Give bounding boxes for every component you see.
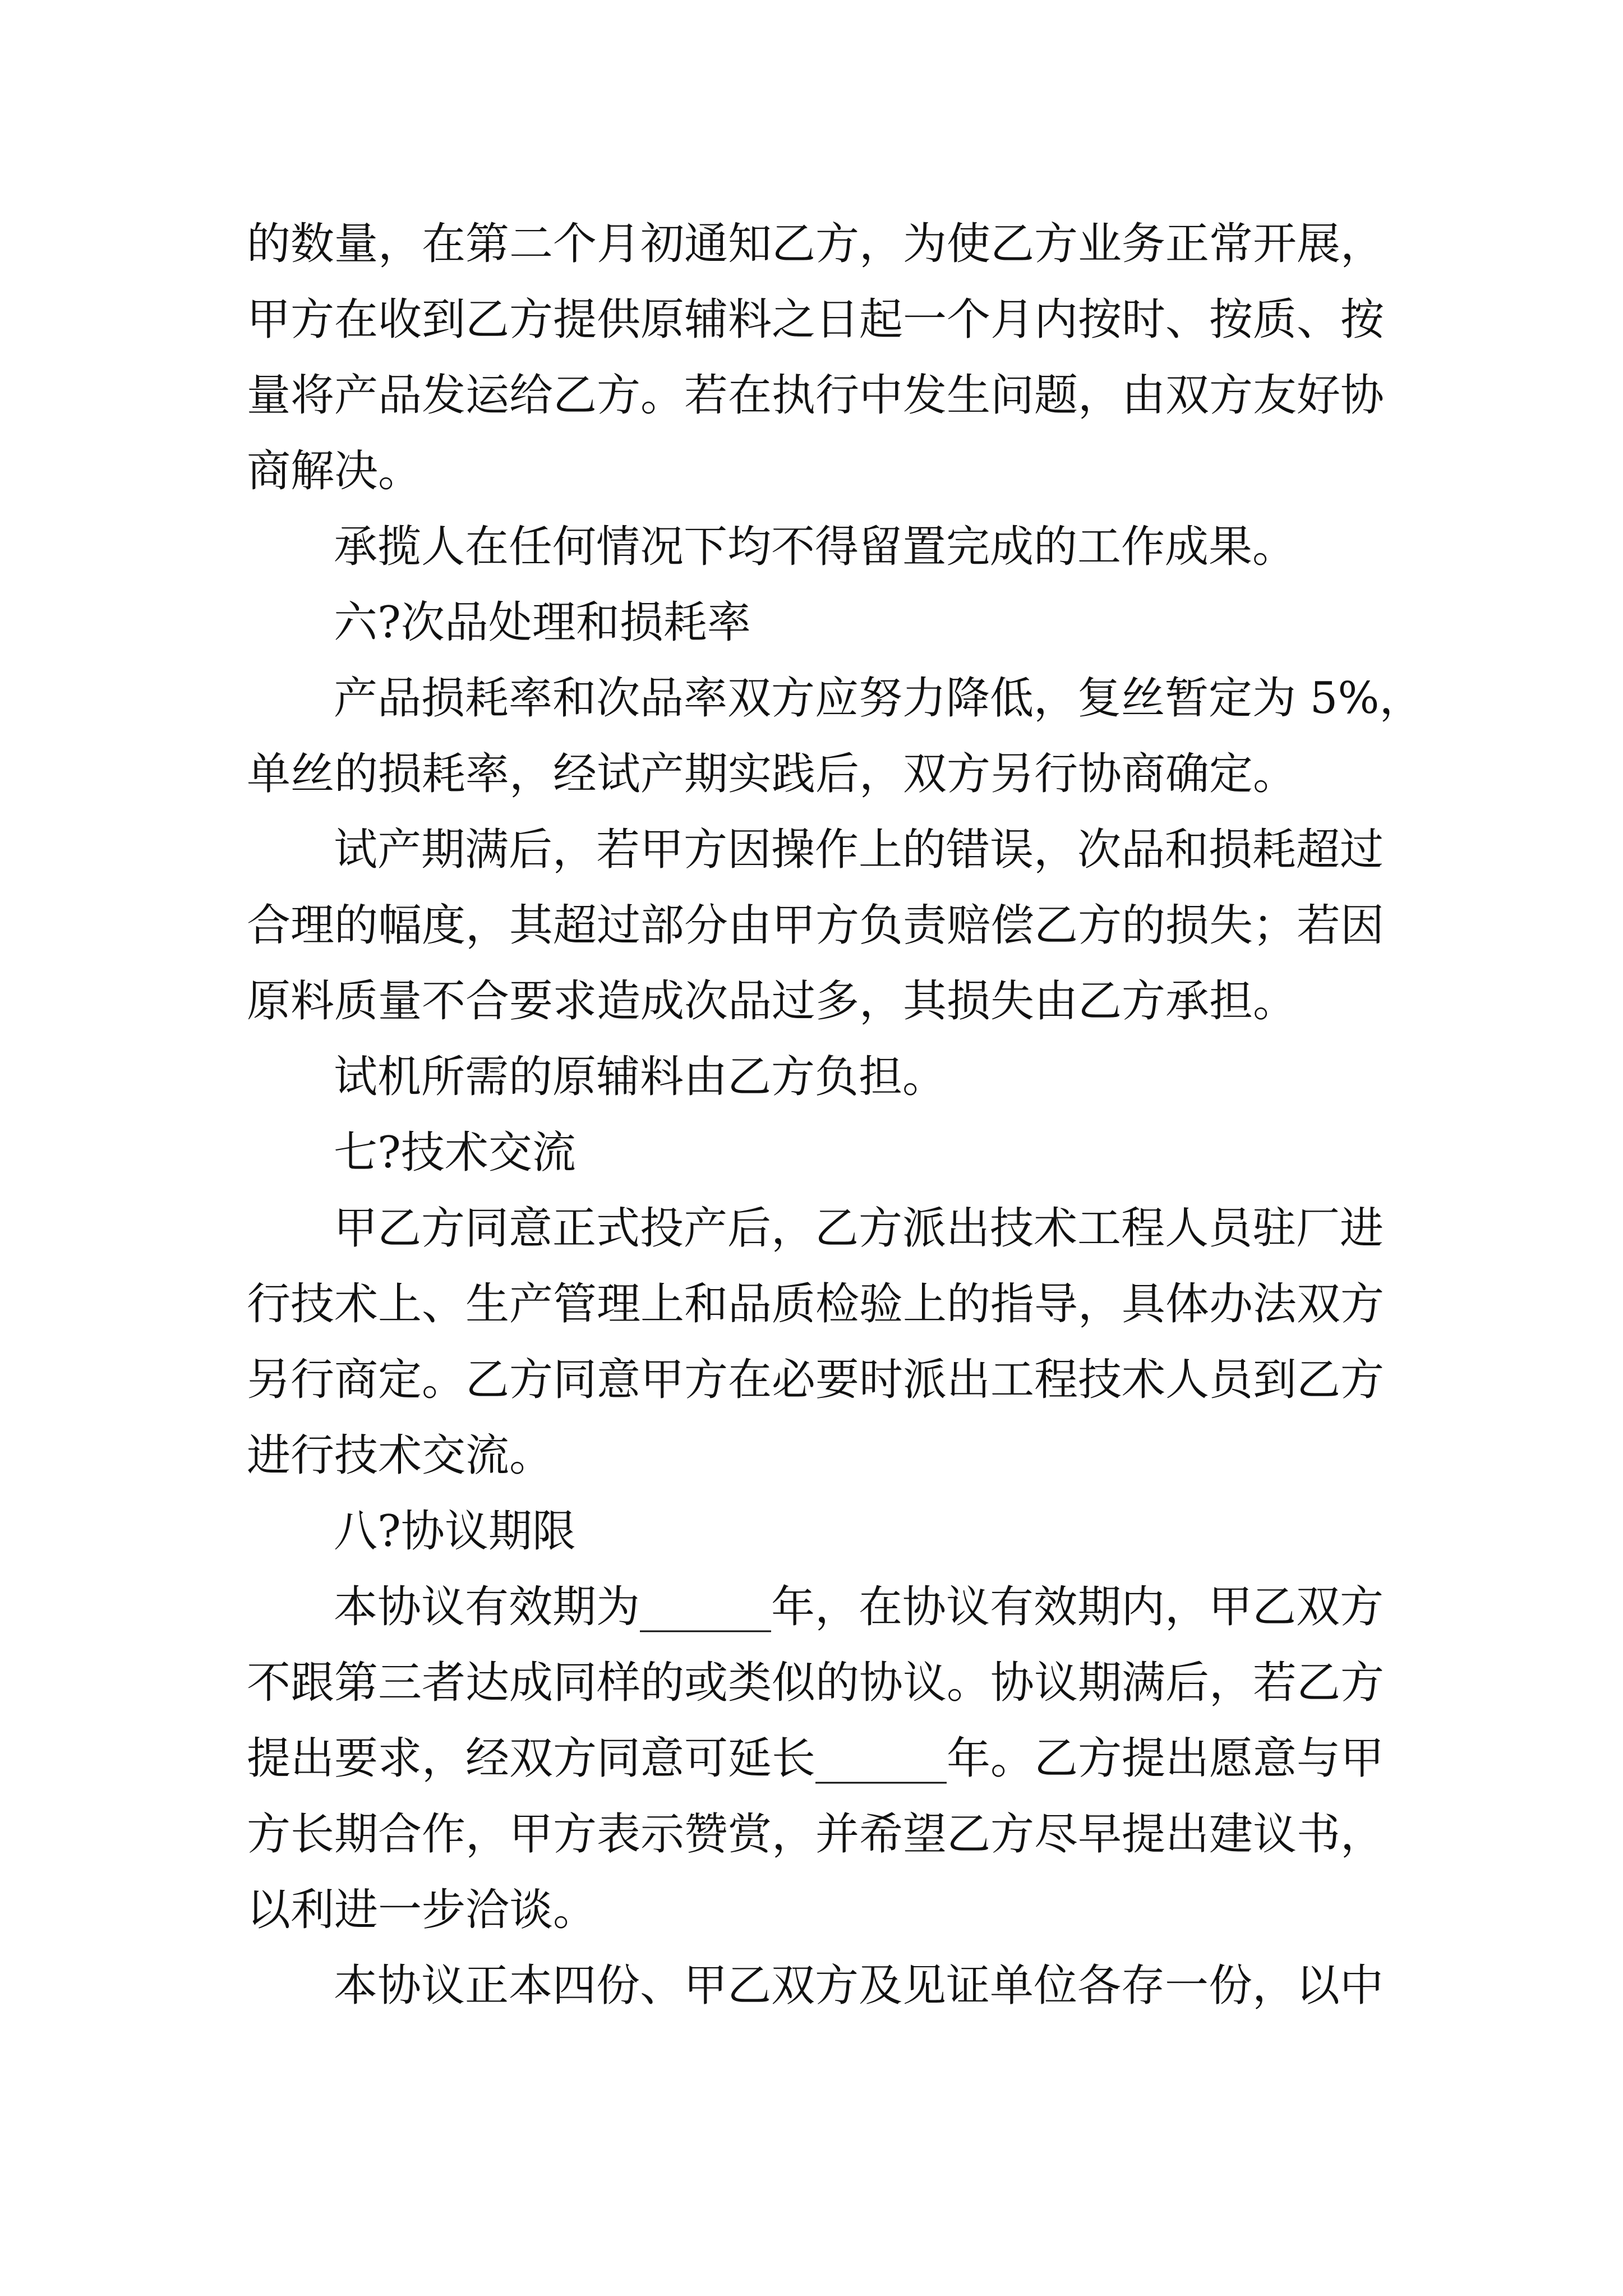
text-line: 的数量，在第二个月初通知乙方，为使乙方业务正常开展，	[247, 219, 1385, 269]
text-line: 合理的幅度，其超过部分由甲方负责赔偿乙方的损失；若因	[247, 900, 1385, 951]
text-line: 承揽人在任何情况下均不得留置完成的工作成果。	[334, 522, 1297, 572]
text-line: 试机所需的原辅料由乙方负担。	[334, 1052, 947, 1102]
text-line: 进行技术交流。	[247, 1430, 554, 1481]
text-line: 量将产品发运给乙方。若在执行中发生问题，由双方友好协	[247, 370, 1385, 421]
text-line: 单丝的损耗率，经试产期实践后，双方另行协商确定。	[247, 749, 1297, 799]
text-line: 不跟第三者达成同样的或类似的协议。协议期满后，若乙方	[247, 1658, 1385, 1708]
text-line: 本协议有效期为______年，在协议有效期内，甲乙双方	[334, 1582, 1384, 1632]
text-line: 提出要求，经双方同意可延长______年。乙方提出愿意与甲	[247, 1733, 1385, 1784]
text-line: 本协议正本四份、甲乙双方及见证单位各存一份，以中	[334, 1961, 1384, 2011]
text-line: 以利进一步洽谈。	[247, 1885, 597, 1935]
text-line: 行技术上、生产管理上和品质检验上的指导，具体办法双方	[247, 1279, 1385, 1329]
text-line: 甲乙方同意正式投产后，乙方派出技术工程人员驻厂进	[334, 1203, 1384, 1254]
text-line: 甲方在收到乙方提供原辅料之日起一个月内按时、按质、按	[247, 295, 1385, 345]
text-line: 商解决。	[247, 446, 422, 496]
text-line: 另行商定。乙方同意甲方在必要时派出工程技术人员到乙方	[247, 1355, 1385, 1405]
section-heading: 八?协议期限	[334, 1506, 576, 1557]
text-line: 原料质量不合要求造成次品过多，其损失由乙方承担。	[247, 976, 1297, 1027]
text-line: 方长期合作，甲方表示赞赏，并希望乙方尽早提出建议书，	[247, 1809, 1385, 1860]
text-line: 试产期满后，若甲方因操作上的错误，次品和损耗超过	[334, 825, 1384, 875]
section-heading: 七?技术交流	[334, 1128, 576, 1178]
text-line: 产品损耗率和次品率双方应努力降低，复丝暂定为 5%，	[334, 673, 1423, 724]
section-heading: 六?次品处理和损耗率	[334, 597, 751, 648]
